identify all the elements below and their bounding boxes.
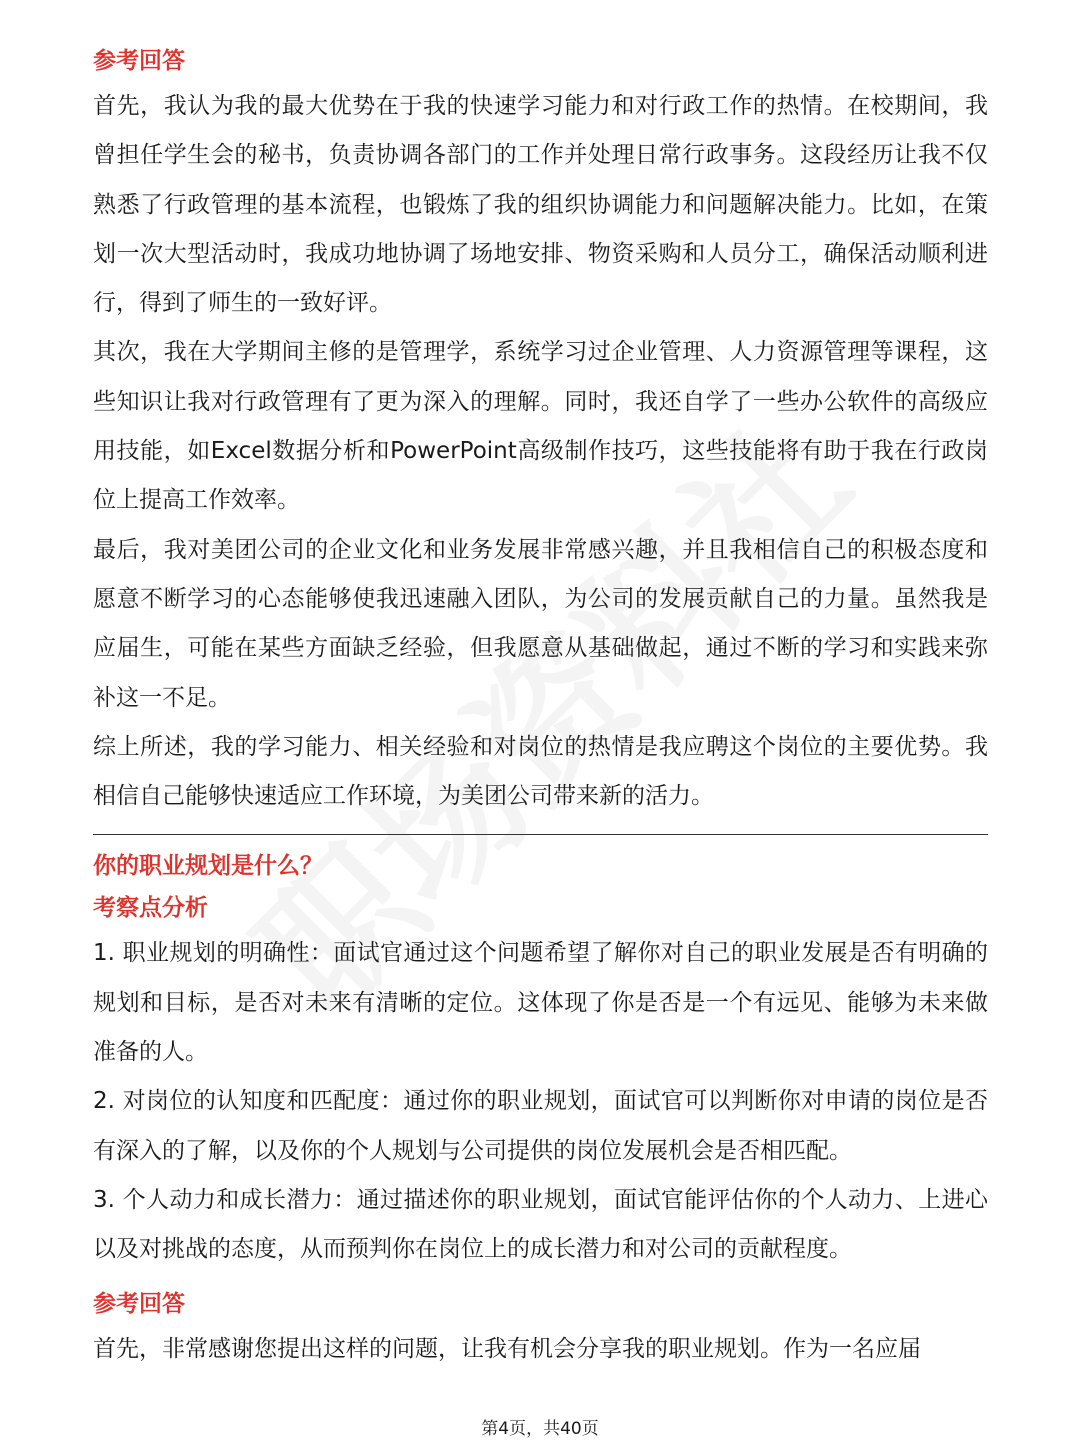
question-heading: 你的职业规划是什么？: [93, 853, 323, 880]
page-number: 第4页，共40页: [481, 1419, 599, 1439]
reference-answer-heading: 参考回答: [93, 48, 185, 74]
analysis-item-1: 1. 职业规划的明确性：面试官通过这个问题希望了解你对自己的职业发展是否有明确的规划和目标，是否对未来有清晰的定位。这体现了你是否是一个有远见、能够为未来做准备的人。: [93, 940, 988, 1066]
answer-paragraph-1: 首先，我认为我的最大优势在于我的快速学习能力和对行政工作的热情。在校期间，我曾担任学生会的秘书，负责协调各部门的工作并处理日常行政事务。这段经历让我不仅熟悉了行政管理的基本流程，也锻炼了我的组织协调能力和问题解决能力。比如，在策划一次大型活动时，我成功地协调了场地安排、物资采购和人员分工，确保活动顺利进行，得到了师生的一致好评。: [93, 93, 988, 317]
answer-paragraph-3: 最后，我对美团公司的企业文化和业务发展非常感兴趣，并且我相信自己的积极态度和愿意不断学习的心态能够使我迅速融入团队，为公司的发展贡献自己的力量。虽然我是应届生，可能在某些方面缺乏经验，但我愿意从基础做起，通过不断的学习和实践来弥补这一不足。: [93, 536, 988, 711]
spacer: [93, 1275, 988, 1283]
answer-paragraph-4: 综上所述，我的学习能力、相关经验和对岗位的热情是我应聘这个岗位的主要优势。我相信自己能够快速适应工作环境，为美团公司带来新的活力。: [93, 733, 988, 810]
answer-start-paragraph: 首先，非常感谢您提出这样的问题，让我有机会分享我的职业规划。作为一名应届: [93, 1335, 921, 1362]
reference-answer-heading-2: 参考回答: [93, 1290, 185, 1317]
analysis-item-3: 3. 个人动力和成长潜力：通过描述你的职业规划，面试官能评估你的个人动力、上进心以及对挑战的态度，从而预判你在岗位上的成长潜力和对公司的贡献程度。: [93, 1186, 988, 1263]
document-page: [93, 40, 988, 1374]
analysis-item-2: 2. 对岗位的认知度和匹配度：通过你的职业规划，面试官可以判断你对申请的岗位是否有深入的了解，以及你的个人规划与公司提供的岗位发展机会是否相匹配。: [93, 1088, 988, 1164]
analysis-heading: 考察点分析: [93, 895, 208, 922]
answer-paragraph-2: 其次，我在大学期间主修的是管理学，系统学习过企业管理、人力资源管理等课程，这些知识让我对行政管理有了更为深入的理解。同时，我还自学了一些办公软件的高级应用技能，如Excel数据分析和PowerPoint高级制作技巧，这些技能将有助于我在行政岗位上提高工作效率。: [93, 339, 988, 514]
section-divider: [93, 834, 988, 835]
